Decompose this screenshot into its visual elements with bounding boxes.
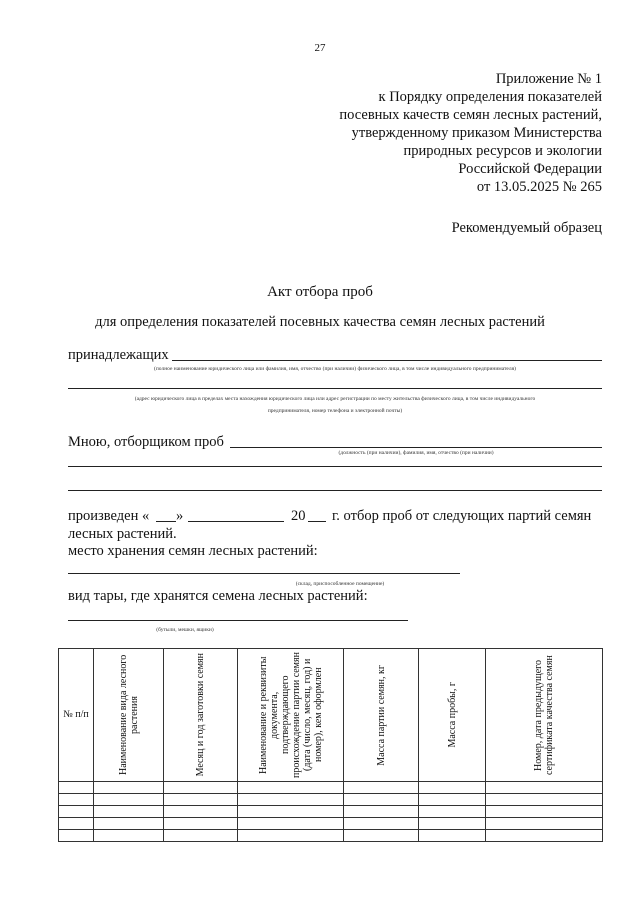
table-cell[interactable] xyxy=(486,794,603,806)
table-cell[interactable] xyxy=(164,782,238,794)
table-cell[interactable] xyxy=(238,782,344,794)
storage-hint: (склад, приспособленное помещение) xyxy=(295,581,385,587)
appendix-line: Российской Федерации xyxy=(458,161,602,177)
table-cell[interactable] xyxy=(419,818,486,830)
container-label: вид тары, где хранятся семена лесных растений: xyxy=(68,588,368,604)
header-origin-document: Наименование и реквизиты документа, подтверждающего происхождение партии семян (дата (число, месяц, год) и номер), кем оформлен xyxy=(238,649,344,782)
table-cell[interactable] xyxy=(59,806,94,818)
appendix-line: Приложение № 1 xyxy=(495,71,602,87)
table-cell[interactable] xyxy=(344,794,419,806)
table-row xyxy=(59,830,603,842)
table-cell[interactable] xyxy=(164,806,238,818)
storage-line[interactable] xyxy=(68,573,460,574)
container-line[interactable] xyxy=(68,620,408,621)
storage-label: место хранения семян лесных растений: xyxy=(68,543,318,559)
header-certificate: Номер, дата предыдущего сертификата качества семян xyxy=(486,649,603,782)
table-row xyxy=(59,794,603,806)
month-line[interactable] xyxy=(188,521,284,522)
appendix-header xyxy=(302,70,602,196)
samples-table xyxy=(58,648,603,842)
container-hint: (бутыли, мешки, ящики) xyxy=(156,627,214,633)
sampler-line-3[interactable] xyxy=(68,490,602,491)
header-harvest-date: Месяц и год заготовки семян xyxy=(164,649,238,782)
owner-address-hint-2: предпринимателя, номер телефона и электронной почты) xyxy=(267,408,403,414)
sampler-line[interactable] xyxy=(230,447,602,448)
table-cell[interactable] xyxy=(486,830,603,842)
owner-address-line[interactable] xyxy=(68,388,602,389)
date-continuation: лесных растений. xyxy=(68,526,177,542)
table-cell[interactable] xyxy=(419,794,486,806)
table-cell[interactable] xyxy=(344,782,419,794)
table-cell[interactable] xyxy=(344,806,419,818)
table-row xyxy=(59,806,603,818)
table-cell[interactable] xyxy=(164,794,238,806)
table-cell[interactable] xyxy=(486,782,603,794)
owner-address-hint-1: (адрес юридического лица в пределах места нахождения юридического лица или адрес регистрации по месту жительства физического лица, в том числе индивидуального xyxy=(134,396,536,402)
owner-label: принадлежащих xyxy=(68,347,169,363)
document-subtitle: для определения показателей посевных качества семян лесных растений xyxy=(95,314,545,330)
table-cell[interactable] xyxy=(164,830,238,842)
document-title: Акт отбора проб xyxy=(267,284,373,300)
table-header-row xyxy=(59,649,603,782)
header-sample-mass: Масса пробы, г xyxy=(419,649,486,782)
table-cell[interactable] xyxy=(164,818,238,830)
table-cell[interactable] xyxy=(94,806,164,818)
table-row xyxy=(59,782,603,794)
appendix-line: от 13.05.2025 № 265 xyxy=(476,179,602,195)
date-suffix: г. отбор проб от следующих партий семян xyxy=(332,508,592,524)
page-number: 27 xyxy=(314,42,326,54)
sampler-hint: (должность (при наличии), фамилия, имя, отчество (при наличии) xyxy=(338,450,494,456)
year-line[interactable] xyxy=(308,521,326,522)
header-lot-mass: Масса партии семян, кг xyxy=(344,649,419,782)
appendix-line: к Порядку определения показателей xyxy=(378,89,602,105)
sample-label: Рекомендуемый образец xyxy=(451,220,602,236)
table-cell[interactable] xyxy=(238,818,344,830)
table-cell[interactable] xyxy=(94,782,164,794)
header-species: Наименование вида лесного растения xyxy=(94,649,164,782)
date-year: 20 xyxy=(291,508,306,524)
date-prefix: произведен « xyxy=(68,508,150,524)
day-line[interactable] xyxy=(156,521,176,522)
table-cell[interactable] xyxy=(419,782,486,794)
owner-name-line[interactable] xyxy=(172,360,602,361)
table-cell[interactable] xyxy=(94,818,164,830)
appendix-line: утвержденному приказом Министерства xyxy=(351,125,602,141)
table-cell[interactable] xyxy=(94,794,164,806)
table-cell[interactable] xyxy=(59,818,94,830)
table-cell[interactable] xyxy=(59,794,94,806)
table-cell[interactable] xyxy=(344,830,419,842)
table-cell[interactable] xyxy=(419,806,486,818)
table-cell[interactable] xyxy=(238,830,344,842)
sampler-line-2[interactable] xyxy=(68,466,602,467)
date-mid: » xyxy=(176,508,184,524)
table-cell[interactable] xyxy=(59,782,94,794)
appendix-line: природных ресурсов и экологии xyxy=(403,143,602,159)
table-cell[interactable] xyxy=(486,806,603,818)
table-cell[interactable] xyxy=(238,806,344,818)
appendix-line: посевных качеств семян лесных растений, xyxy=(339,107,602,123)
table-cell[interactable] xyxy=(94,830,164,842)
header-number: № п/п xyxy=(59,649,94,782)
table-cell[interactable] xyxy=(59,830,94,842)
sampler-label: Мною, отборщиком проб xyxy=(68,434,224,450)
table-cell[interactable] xyxy=(238,794,344,806)
table-row xyxy=(59,818,603,830)
table-cell[interactable] xyxy=(419,830,486,842)
table-cell[interactable] xyxy=(344,818,419,830)
owner-name-hint: (полное наименование юридического лица или фамилия, имя, отчество (при наличии) физического лица, в том числе индивидуального предпринимателя) xyxy=(154,366,516,372)
table-cell[interactable] xyxy=(486,818,603,830)
